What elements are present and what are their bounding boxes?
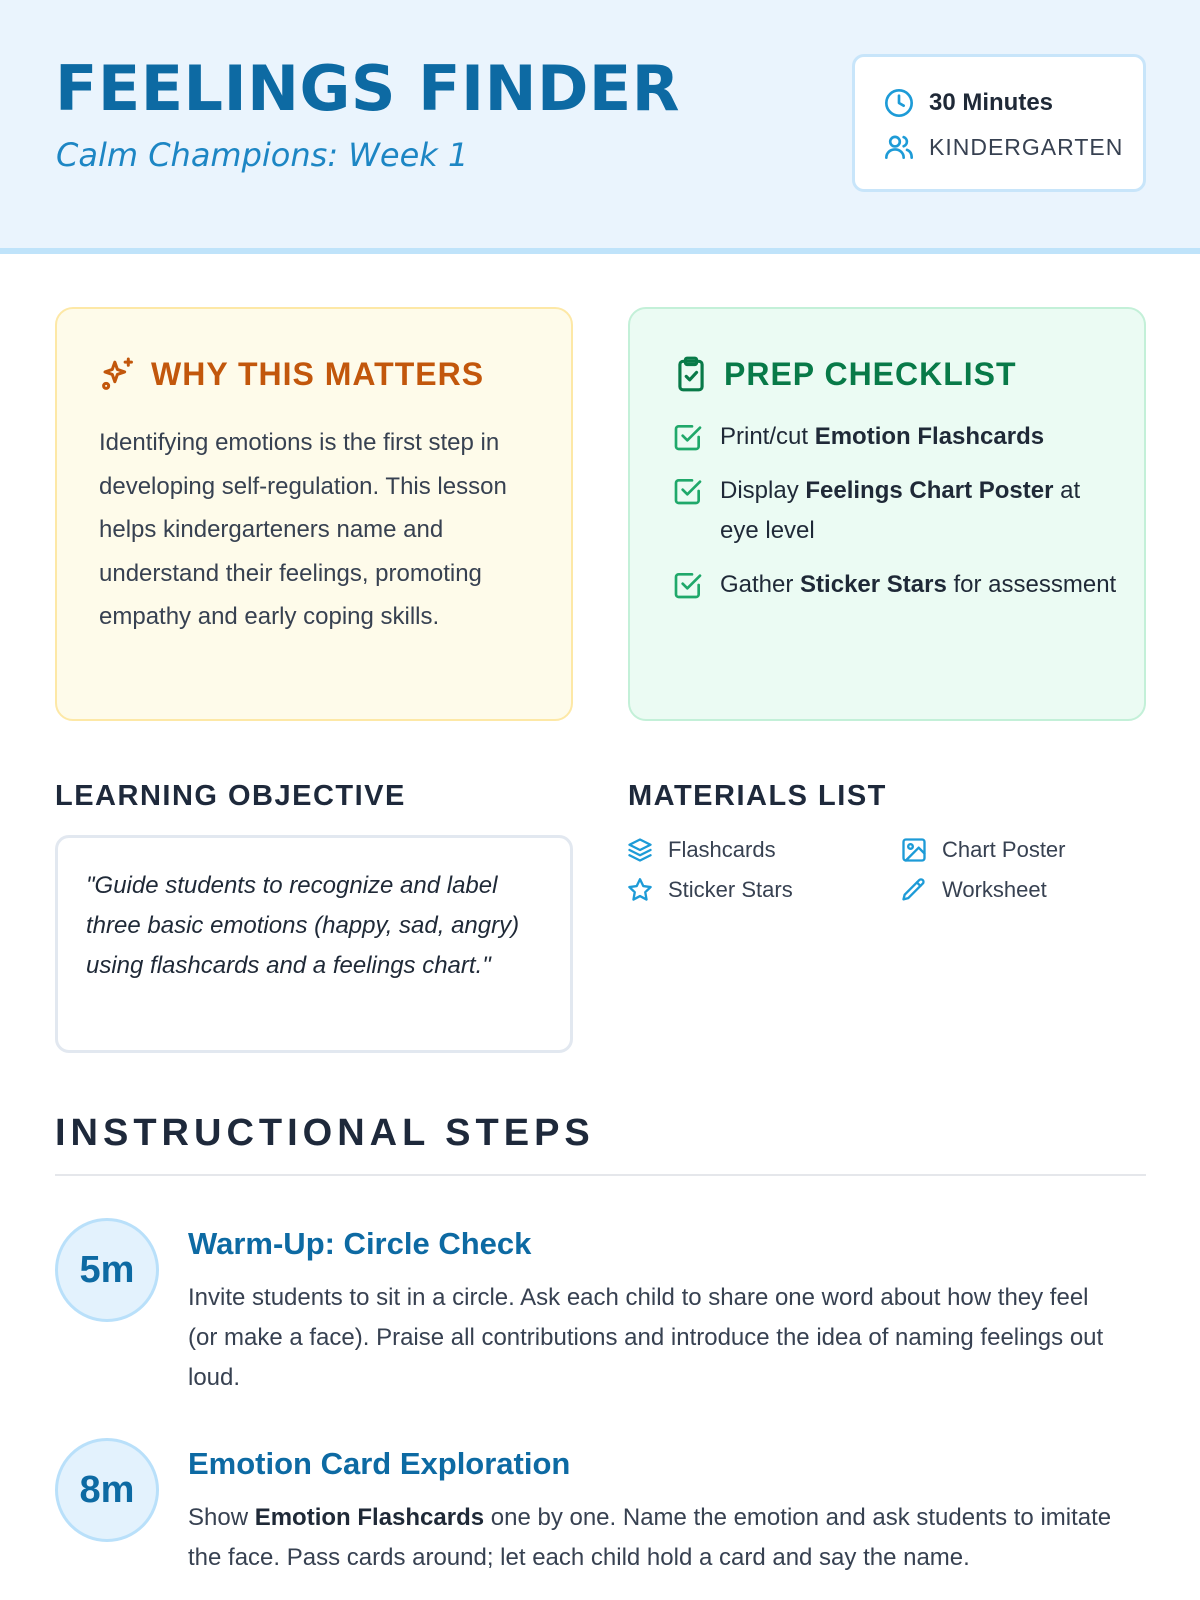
duration-row (883, 87, 1053, 119)
divider (55, 1174, 1146, 1176)
grade-row (883, 131, 1123, 163)
material-item (626, 876, 793, 904)
step-title: Warm-Up: Circle Check (188, 1226, 532, 1261)
step-time-badge: 5m (55, 1218, 159, 1322)
prep-heading (672, 355, 1017, 393)
material-label: Flashcards (668, 837, 776, 862)
steps-title: INSTRUCTIONAL STEPS (55, 1112, 595, 1154)
why-body: Identifying emotions is the first step in developing self-regulation. This lesson helps kindergarteners name and understand their feelings, promoting empathy and early coping skills. (99, 429, 507, 630)
lesson-header (0, 0, 1200, 254)
checklist-item[interactable] (672, 565, 1122, 605)
star-icon (626, 876, 654, 904)
objective-box (55, 835, 573, 1053)
material-item (626, 836, 776, 864)
materials-title: MATERIALS LIST (628, 780, 887, 812)
checklist-item-text: Print/cut Emotion Flashcards (720, 423, 1045, 450)
material-item (900, 836, 1066, 864)
why-title: WHY THIS MATTERS (151, 355, 485, 392)
lesson-duration: 30 Minutes (929, 89, 1054, 116)
step-time-badge: 8m (55, 1438, 159, 1542)
users-icon (883, 131, 915, 163)
material-item (900, 876, 1047, 904)
why-this-matters-card (55, 307, 573, 721)
prep-checklist-card (628, 307, 1146, 721)
clock-icon (883, 87, 915, 119)
material-label: Sticker Stars (668, 877, 793, 902)
checkbox-checked-icon (672, 421, 704, 453)
checklist-item[interactable] (672, 417, 1122, 457)
sparkles-icon (99, 355, 137, 393)
checkbox-checked-icon (672, 569, 704, 601)
objective-title: LEARNING OBJECTIVE (55, 780, 406, 812)
step-description: Show Emotion Flashcards one by one. Name the emotion and ask students to imitate the face. Pass cards around; let each child hold a card and say the name. (188, 1504, 1112, 1571)
image-icon (900, 836, 928, 864)
material-label: Worksheet (942, 877, 1047, 902)
page-subtitle: Calm Champions: Week 1 (56, 136, 469, 174)
pencil-icon (900, 876, 928, 904)
lesson-grade: KINDERGARTEN (929, 133, 1124, 160)
page-title: FEELINGS FINDER (55, 52, 681, 125)
lesson-meta-card (852, 54, 1146, 192)
prep-title: PREP CHECKLIST (724, 355, 1017, 392)
step-title: Emotion Card Exploration (188, 1446, 571, 1481)
checklist-item-text: Display Feelings Chart Poster at eye level (720, 477, 1081, 544)
layers-icon (626, 836, 654, 864)
clipboard-check-icon (672, 355, 710, 393)
step-description: Invite students to sit in a circle. Ask each child to share one word about how they feel (or make a face). Praise all contributions and introduce the idea of naming feelings out loud. (188, 1284, 1104, 1391)
checklist-item[interactable] (672, 471, 1122, 551)
why-heading (99, 355, 484, 393)
objective-text: "Guide students to recognize and label three basic emotions (happy, sad, angry) using flashcards and a feelings chart." (86, 872, 520, 979)
checklist-item-text: Gather Sticker Stars for assessment (720, 571, 1117, 598)
checkbox-checked-icon (672, 475, 704, 507)
material-label: Chart Poster (942, 837, 1066, 862)
